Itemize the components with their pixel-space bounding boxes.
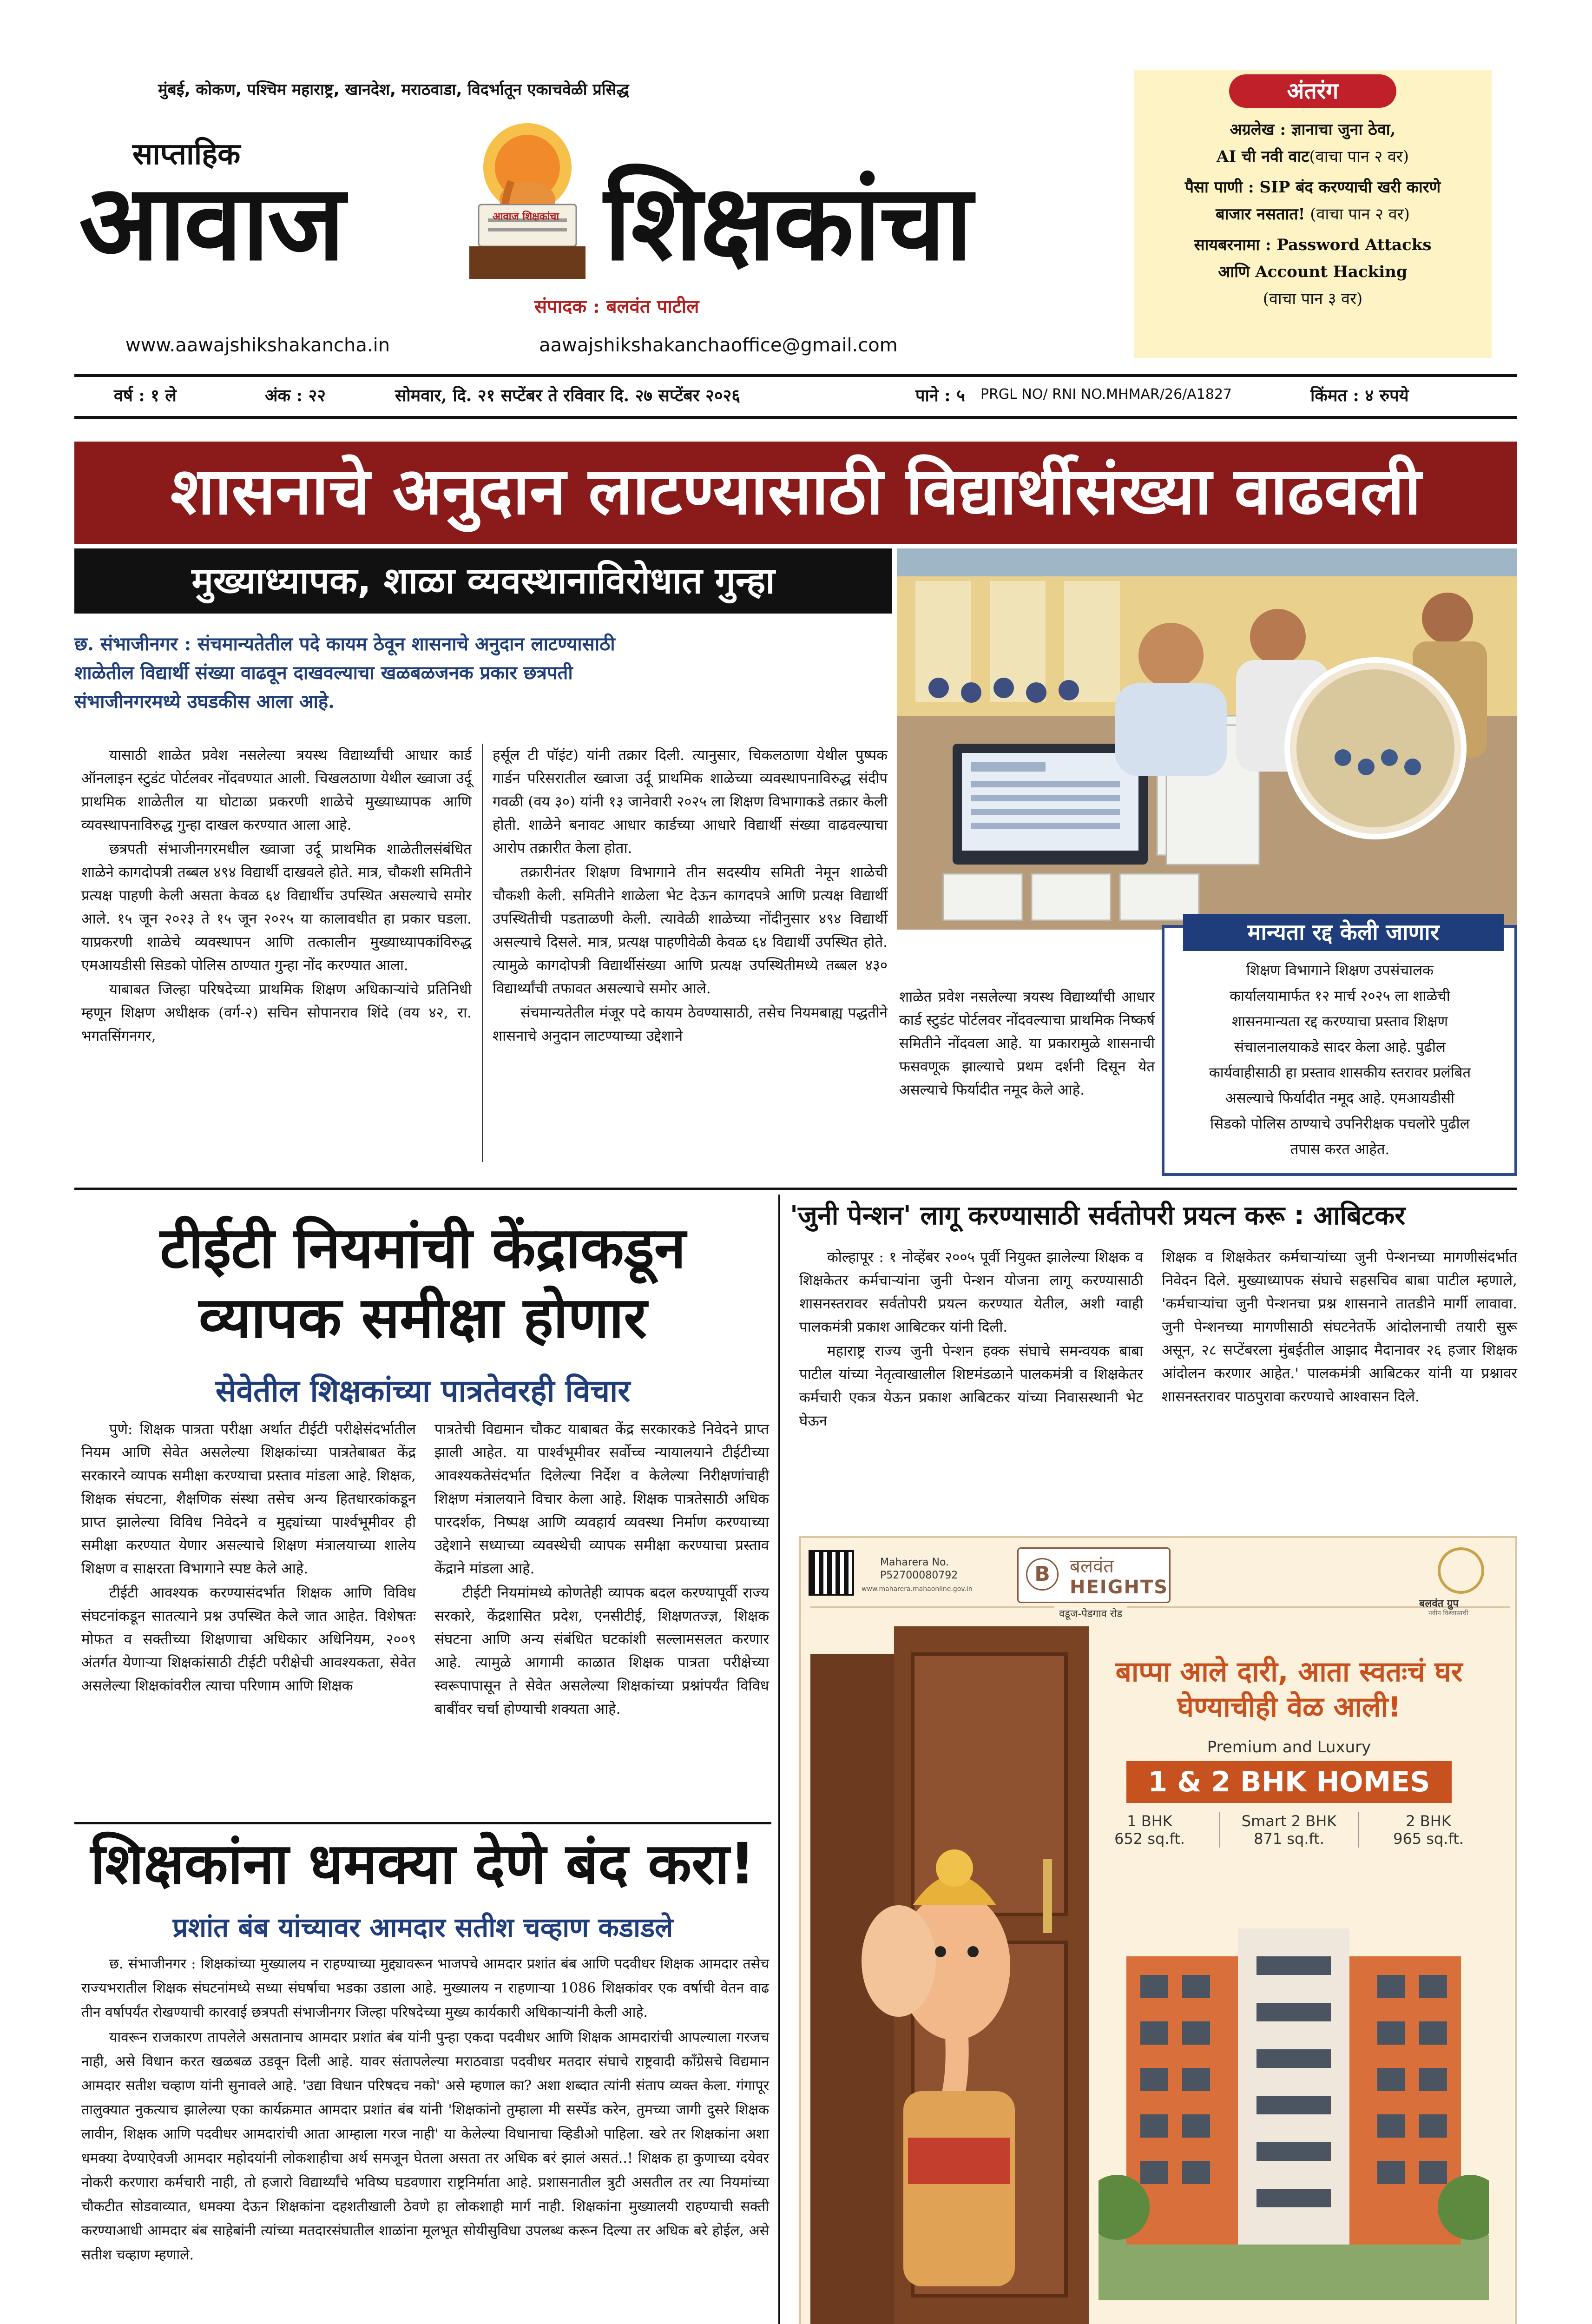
maharera-site: www.maharera.mahaonline.gov.in [862, 1585, 973, 1593]
story4-headline[interactable]: शिक्षकांना धमक्या देणे बंद करा! [90, 1831, 756, 1897]
antarang-item-3[interactable]: सायबरनामा : Password Attacks आणि Account Hacking (वाचा पान ३ वर) [1194, 236, 1432, 308]
antarang-box [1134, 70, 1492, 358]
group-logo-icon [1438, 1547, 1484, 1594]
antarang-item-1[interactable]: अग्रलेख : ज्ञानाचा जुना ठेवा, AI ची नवी वाट(वाचा पान २ वर) [1216, 120, 1409, 166]
sidebox-heading: मान्यता रद्द केली जाणार [1183, 914, 1504, 951]
masthead-title-right: शिक्षकांचा [604, 162, 971, 284]
infobar-pages: पाने : ५ [915, 386, 965, 405]
story3-headline[interactable]: 'जुनी पेन्शन' लागू करण्यासाठी सर्वतोपरी प्रयत्न करू : आबिटकर [790, 1201, 1406, 1231]
infobar-issue: अंक : २२ [265, 386, 326, 405]
ad-panel [799, 1536, 1517, 2324]
story4-subhead: प्रशांत बंब यांच्यावर आमदार सतीश चव्हाण कडाडले [172, 1912, 673, 1943]
antarang-item-2[interactable]: पैसा पाणी : SIP बंद करण्याची खरी कारणे बाजार नसतात! (वाचा पान २ वर) [1184, 178, 1441, 224]
ad-premium: Premium and Luxury [1207, 1738, 1371, 1756]
masthead-title-left: आवाज [79, 162, 343, 284]
brand-logo: B बलवंत HEIGHTS [1017, 1547, 1171, 1603]
story1-col3: शाळेत प्रवेश नसलेल्या त्रयस्थ विद्यार्थ्यांची आधार कार्ड स्टुडंट पोर्टलवर नोंदवल्याचा प्राथमिक निष्कर्ष समितीने नोंदवला आहे. या प्रकारामुळे शासनाची फसवणूक झाल्याचे प्रथम दर्शनी दिसून येत असल्याचे फिर्यादीत नमूद केले आहे. [899, 989, 1155, 1098]
maharera-no: P52700080792 [880, 1570, 958, 1581]
unit-2: Smart 2 BHK 871 sq.ft. [1219, 1812, 1359, 1848]
masthead-website[interactable]: www.aawajshikshakancha.in [125, 335, 390, 356]
antarang-heading: अंतरंग [1229, 74, 1396, 108]
story1-sidebox: मान्यता रद्द केली जाणार शिक्षण विभागाने शिक्षण उपसंचालक कार्यालयामार्फत १२ मार्च २०२५ ला शाळेची शासनमान्यता रद्द करण्याचा प्रस्ताव शिक्षण संचालनालयाकडे सादर केला आहे. पुढील कार्यवाहीसाठी हा प्रस्ताव शासकीय स्तरावर प्रलंबित असल्याचे फिर्यादीत नमूद आहे. एमआयडीसी सिडको पोलिस ठाण्याचे उपनिरीक्षक पचलोरे पुढील तपास करत आहेत. [1162, 925, 1517, 1176]
story1-headline[interactable]: शासनाचे अनुदान लाटण्यासाठी विद्यार्थीसंख्या वाढवली [170, 454, 1421, 529]
ad-building-image [1099, 1901, 1489, 2300]
maharera-label: Maharera No. [880, 1557, 949, 1568]
masthead-weekly: साप्ताहिक [132, 137, 241, 172]
masthead-editor: संपादक : बलवंत पाटील [534, 296, 699, 317]
story3-col1: कोल्हापूर : १ नोव्हेंबर २००५ पूर्वी नियुक्त झालेल्या शिक्षक व शिक्षकेतर कर्मचाऱ्यांना जुनी पेन्शन योजना लागू करण्यासाठी शासनस्तरावर सर्वतोपरी प्रयत्न करण्यात येतील, अशी ग्वाही पालकमंत्री प्रकाश आबिटकर यांनी दिली. महाराष्ट्र राज्य जुनी पेन्शन हक्क संघाचे समन्वयक बाबा पाटील यांच्या नेतृत्वाखालील शिष्टमंडळाने पालकमंत्री व शिक्षकेतर कर्मचारी एकत्र येऊन प्रकाश आबिटकर यांच्या निवासस्थानी भेट घेऊन [799, 1249, 1143, 1429]
infobar-price: किंमत : ४ रुपये [1310, 386, 1409, 405]
masthead-email[interactable]: aawajshikshakanchaoffice@gmail.com [539, 335, 898, 356]
story1-col1: यासाठी शाळेत प्रवेश नसलेल्या त्रयस्थ विद्यार्थ्यांची आधार कार्ड ऑनलाइन स्टुडंट पोर्टलवर नोंदवण्यात आली. चिखलठाणा येथील ख्वाजा उर्दू प्राथमिक शाळेतील या घोटाळा प्रकरणी शाळेचे मुख्याध्यापक आणि व्यवस्थापनाविरुद्ध गुन्हा दाखल करण्यात आला आहे. छत्रपती संभाजीनगरमधील ख्वाजा उर्दू प्राथमिक शाळेतीलसंबंधित शाळेने कागदोपत्री तब्बल ४९४ विद्यार्थी दाखवले होते. मात्र, चौकशी समितीने प्रत्यक्ष पाहणी केली असता केवळ ६४ विद्यार्थीच उपस्थित असल्याचे समोर आले. १५ जून २०२३ ते १५ जून २०२५ या कालावधीत हा प्रकार घडला. याप्रकरणी शाळेचे व्यवस्थापन आणि तत्कालीन मुख्याध्यापकांविरुद्ध एमआयडीसी सिडको पोलिस ठाण्यात गुन्हा नोंद करण्यात आला. याबाबत जिल्हा परिषदेच्या प्राथमिक शिक्षण अधिकाऱ्यांचे प्रतिनिधी म्हणून शिक्षण अधीक्षक (वर्ग-२) सचिन सोपानराव शिंदे (वय ४२, रा. भगतसिंगनगर, [81, 747, 472, 1044]
unit-1: 1 BHK 652 sq.ft. [1114, 1812, 1185, 1848]
story2-col1: पुणे: शिक्षक पात्रता परीक्षा अर्थात टीईटी परीक्षेसंदर्भातील नियम आणि सेवेत असलेल्या शिक्षकांच्या पात्रतेबाबत केंद्र सरकारने व्यापक समीक्षा करण्याचा प्रस्ताव मांडला आहे. शिक्षक, शिक्षक संघटना, शैक्षणिक संस्था तसेच अन्य हितधारकांकडून प्राप्त झालेल्या विविध निवेदने व मुद्द्यांच्या पार्श्वभूमीवर ही समीक्षा करण्यात येणार असल्याचे शिक्षण मंत्रालयाच्या शालेय शिक्षण व साक्षरता विभागाने स्पष्ट केले आहे. टीईटी आवश्यक करण्यासंदर्भात शिक्षक आणि विविध संघटनांकडून सातत्याने प्रश्न उपस्थित केले जात आहेत. विशेषतः मोफत व सक्तीच्या शिक्षणाचा अधिकार अधिनियम, २००९ अंतर्गत येणाऱ्या शिक्षकांसाठी टीईटी परीक्षेची आवश्यकता, सेवेत असलेल्या शिक्षकांवरील त्याचा परिणाम आणि शिक्षक [81, 1421, 416, 1694]
masthead-logo [460, 112, 595, 284]
group-sub: नवीन विश्वासाची [1428, 1610, 1468, 1617]
group-name: बलवंत ग्रुप [1419, 1598, 1459, 1610]
infobar-date: सोमवार, दि. २१ सप्टेंबर ते रविवार दि. २७ सप्टेंबर २०२६ [395, 386, 740, 405]
story3-col2: शिक्षक व शिक्षकेतर कर्मचाऱ्यांच्या जुनी पेन्शनच्या मागणीसंदर्भात निवेदन दिले. मुख्याध्यापक संघाचे सहसचिव बाबा पाटील म्हणाले, 'कर्मचाऱ्यांचा जुनी पेन्शनचा प्रश्न शासनाने तातडीने मार्गी लावावा. जुनी पेन्शनच्या मागणीसाठी संघटनेतर्फे आंदोलनाची तयारी सुरू असून, २८ सप्टेंबरला मुंबईतील आझाद मैदानावर २६ हजार शिक्षक आंदोलन करणार आहेत.' पालकमंत्री आबिटकर यांनी या प्रश्नावर शासनस्तरावर पाठपुरावा करण्याचे आश्वासन दिले. [1162, 1249, 1517, 1405]
ad-door-image [801, 1626, 1136, 2324]
story1-subhead-bar [74, 548, 892, 614]
story1-col2: हर्सूल टी पॉइंट) यांनी तक्रार दिली. त्यानुसार, चिकलठाणा येथील पुष्पक गार्डन परिसरातील ख्वाजा उर्दू प्राथमिक शाळेच्या व्यवस्थापनाविरुद्ध संदीप गवळी (वय ३०) यांनी १३ जानेवारी २०२५ ला शिक्षण विभागाकडे तक्रार केली होती. शाळेने बनावट आधार कार्डच्या आधारे विद्यार्थी संख्या वाढवल्याचा आरोप तक्रारीत केला होता. तक्रारीनंतर शिक्षण विभागाने तीन सदस्यीय समिती नेमून शाळेची चौकशी केली. समितीने शाळेला भेट देऊन कागदपत्रे आणि प्रत्यक्ष विद्यार्थी उपस्थितीची पडताळणी केली. त्यावेळी शाळेच्या नोंदीनुसार ४९४ विद्यार्थी असल्याचे दिसले. मात्र, प्रत्यक्ष पाहणीवेळी केवळ ६४ विद्यार्थी उपस्थित होते. त्यामुळे कागदोपत्री विद्यार्थीसंख्या आणि प्रत्यक्ष उपस्थितीमध्ये तब्बल ४३० विद्यार्थ्यांची तफावत असल्याचे समोर आले. संचमान्यतेतील मंजूर पदे कायम ठेवण्यासाठी, तसेच नियमबाह्य पद्धतीने शासनाचे अनुदान लाटण्याच्या उद्देशाने [493, 747, 888, 1044]
story1-subhead: मुख्याध्यापक, शाळा व्यवस्थानाविरोधात गुन्हा [191, 560, 775, 602]
unit-3: 2 BHK 965 sq.ft. [1393, 1812, 1464, 1848]
story2-subhead: सेवेतील शिक्षकांच्या पात्रतेवरही विचार [215, 1373, 631, 1409]
masthead-tagline: मुंबई, कोकण, पश्चिम महाराष्ट्र, खानदेश, मराठवाडा, विदर्भातून एकाचवेळी प्रसिद्ध [158, 80, 629, 99]
ad-slogan: बाप्पा आले दारी, आता स्वतःचं घर घेण्याचीही वेळ आली! [1115, 1656, 1463, 1723]
infobar-reg: PRGL NO/ RNI NO.MHMAR/26/A1827 [980, 386, 1232, 403]
story2-col2: पात्रतेची विद्यमान चौकट याबाबत केंद्र सरकारकडे निवेदने प्राप्त झाली आहेत. या पार्श्वभूमीवर सर्वोच्च न्यायालयाने टीईटीच्या आवश्यकतेसंदर्भात दिलेल्या निर्देश व केलेल्या निरीक्षणांचाही शिक्षण मंत्रालयाने विचार केला आहे. शिक्षक पात्रतेसाठी अधिक पारदर्शक, निष्पक्ष आणि व्यवहार्य व्यवस्था निर्माण करण्याच्या उद्देशाने सध्याच्या व्यवस्थेची व्यापक समीक्षा करण्याचा प्रस्ताव केंद्राने मांडला आहे. टीईटी नियमांमध्ये कोणतेही व्यापक बदल करण्यापूर्वी राज्य सरकारे, केंद्रशासित प्रदेश, एनसीटीई, शिक्षणतज्ज्ञ, शिक्षक संघटना आणि अन्य संबंधित घटकांशी सल्लामसलत करणार आहे. त्यामुळे आगामी काळात शिक्षक पात्रता परीक्षेच्या स्वरूपापासून ते सेवेत असलेल्या शिक्षकांच्या प्रश्नांपर्यंत विविध बाबींवर चर्चा होण्याची शक्यता आहे. [434, 1421, 769, 1717]
qr-code-icon [810, 1552, 852, 1594]
logo-caption: आवाज शिक्षकांचा [493, 211, 559, 223]
location: वडूज-पेडगाव रोड [1054, 1606, 1127, 1620]
story1-photo [897, 548, 1517, 930]
ad-bhk: 1 & 2 BHK HOMES [1126, 1761, 1452, 1803]
story2-headline[interactable]: टीईटी नियमांची केंद्राकडून व्यापक समीक्षा होणार [160, 1215, 686, 1351]
infobar-year: वर्ष : १ ले [114, 386, 177, 405]
infobar [74, 383, 1517, 411]
story4-body: छ. संभाजीनगर : शिक्षकांच्या मुख्यालय न राहण्याच्या मुद्द्यावरून भाजपचे आमदार प्रशांत बंब आणि पदवीधर शिक्षक आमदार तसेच राज्यभरातील शिक्षक संघटनांमध्ये सध्या संघर्षाचा भडका उडाला आहे. मुख्यालय न राहणाऱ्या 1086 शिक्षकांवर एक वर्षाची वेतन वाढ तीन वर्षापर्यंत रोखण्याची कारवाई छत्रपती संभाजीनगर जिल्हा परिषदेच्या मुख्य कार्यकारी अधिकाऱ्यांनी केली आहे. यावरून राजकारण तापलेले असतानाच आमदार प्रशांत बंब यांनी पुन्हा एकदा पदवीधर आणि शिक्षक आमदारांची आपल्याला गरजच नाही, असे विधान करत खळबळ उडवून दिली आहे. यावर संतापलेल्या मराठवाडा पदवीधर मतदार संघाचे राष्ट्रवादी काँग्रेसचे विद्यमान आमदार सतीश चव्हाण यांनी सुनावले आहे. 'उद्या विधान परिषदच नको' असे म्हणाल का? अशा शब्दात त्यांनी संताप व्यक्त केला. गंगापूर तालुक्यात नुकत्याच झालेल्या एका कार्यक्रमात आमदार प्रशांत बंब यांनी 'शिक्षकांनो तुम्हाला मी सस्पेंड करेन, तुमच्या जागी दुसरे शिक्षक लावीन, शिक्षक आणि पदवीधर आमदारांची आता आम्हाला गरज नाही' या केलेल्या विधानाचा व्हिडीओ पाहिला. खरे तर शिक्षकांना अशा धमक्या देण्याऐवजी आमदार महोदयांनी लोकशाहीचा अर्थ समजून घेतला असता तर अधिक बरं झालं असतं..! शिक्षक हा कुणाच्या दयेवर नोकरी करणारा कर्मचारी नाही, तो हजारो विद्यार्थ्यांचे भविष्य घडवणारा राष्ट्रनिर्माता आहे. प्रशासनातील त्रुटी असतील तर त्या नियमांच्या चौकटीत सोडवाव्यात, धमक्या देऊन शिक्षकांना दहशतीखाली ठेवणे हा लोकशाही मार्ग नाही. शिक्षकांना मुख्यालयी राहण्याची सक्ती करण्याआधी आमदार बंब साहेबांनी त्यांच्या मतदारसंघातील शाळांना मूलभूत सोयीसुविधा उपलब्ध करून दिल्या तर अधिक बरे होईल, असे सतीश चव्हाण म्हणाले. [81, 1956, 769, 2263]
story1-intro: छ. संभाजीनगर : संचमान्यतेतील पदे कायम ठेवून शासनाचे अनुदान लाटण्यासाठी शाळेतील विद्यार्थी संख्या वाढवून दाखवल्याचा खळबळजनक प्रकार छत्रपती संभाजीनगरमध्ये उघडकीस आला आहे. [74, 633, 615, 713]
story1-headline-banner [74, 442, 1517, 544]
